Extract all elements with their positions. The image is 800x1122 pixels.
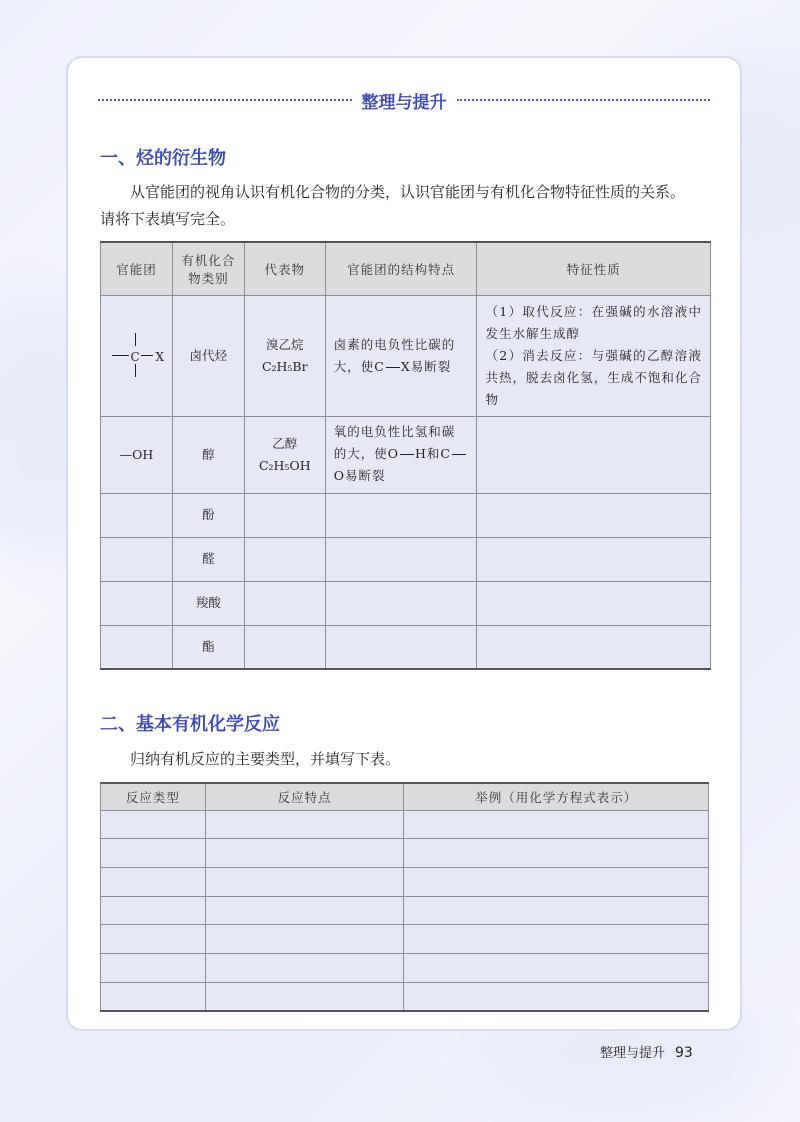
header-dotted-rule-left bbox=[98, 99, 352, 101]
footer-label: 整理与提升 bbox=[600, 1046, 666, 1061]
page-number: 93 bbox=[675, 1045, 693, 1061]
table-row bbox=[101, 493, 711, 537]
property-cell: （1）取代反应：在强碱的水溶液中发生水解生成醇 （2）消去反应：与强碱的乙醇溶液共热，脱去卤化氢，生成不饱和化合物 bbox=[477, 295, 711, 416]
header-cell: 官能团的结构特点 bbox=[325, 242, 477, 295]
table-row bbox=[101, 295, 711, 416]
header-cell: 反应特点 bbox=[205, 783, 404, 810]
class-cell: 醛 bbox=[172, 537, 244, 581]
reactions-table bbox=[100, 782, 709, 1012]
header-cell: 举例（用化学方程式表示） bbox=[404, 783, 709, 810]
functional-group-cell[interactable] bbox=[101, 493, 173, 537]
section1-title: 一、烃的衍生物 bbox=[100, 148, 226, 169]
table-row bbox=[101, 537, 711, 581]
section2-title: 二、基本有机化学反应 bbox=[100, 714, 280, 735]
table-row bbox=[101, 953, 709, 982]
page-header bbox=[98, 88, 710, 112]
functional-group-cell: —OH bbox=[101, 416, 173, 493]
structure-feature-cell: 氧的电负性比氢和碳的大，使O H和CO易断裂 bbox=[325, 416, 477, 493]
haloalkane-structure: C X bbox=[106, 331, 166, 381]
page-footer bbox=[600, 1042, 693, 1061]
header-cell: 官能团 bbox=[101, 242, 173, 295]
table-row bbox=[101, 867, 709, 896]
derivatives-table bbox=[100, 241, 711, 670]
header-cell: 代表物 bbox=[244, 242, 325, 295]
table-row bbox=[101, 839, 709, 868]
class-cell: 卤代烃 bbox=[172, 295, 244, 416]
table-row bbox=[101, 416, 711, 493]
section2-intro: 归纳有机反应的主要类型，并填写下表。 bbox=[130, 750, 401, 768]
class-cell: 羧酸 bbox=[172, 581, 244, 625]
section1-intro bbox=[100, 179, 712, 233]
table-header-row bbox=[101, 783, 709, 810]
table-row bbox=[101, 810, 709, 839]
class-cell: 醇 bbox=[172, 416, 244, 493]
functional-group-cell bbox=[101, 295, 173, 416]
section1-intro-line2: 请将下表填写完全。 bbox=[100, 210, 236, 228]
functional-group-cell[interactable] bbox=[101, 537, 173, 581]
table-row bbox=[101, 896, 709, 925]
header-cell: 特征性质 bbox=[477, 242, 711, 295]
representative-cell: 溴乙烷 C₂H₅Br bbox=[244, 295, 325, 416]
table-header-row bbox=[101, 242, 711, 295]
representative-cell: 乙醇 C₂H₅OH bbox=[244, 416, 325, 493]
table-row bbox=[101, 925, 709, 954]
functional-group-cell[interactable] bbox=[101, 625, 173, 669]
header-dotted-rule-right bbox=[457, 99, 711, 101]
functional-group-cell[interactable] bbox=[101, 581, 173, 625]
table-row bbox=[101, 581, 711, 625]
class-cell: 酯 bbox=[172, 625, 244, 669]
table-row bbox=[101, 625, 711, 669]
property-cell[interactable] bbox=[477, 416, 711, 493]
section1-intro-line1: 从官能团的视角认识有机化合物的分类，认识官能团与有机化合物特征性质的关系。 bbox=[130, 183, 686, 201]
structure-feature-cell: 卤素的电负性比碳的大，使C X易断裂 bbox=[325, 295, 477, 416]
header-cell: 反应类型 bbox=[101, 783, 206, 810]
page-title: 整理与提升 bbox=[361, 92, 447, 113]
header-cell: 有机化合 物类别 bbox=[172, 242, 244, 295]
class-cell: 酚 bbox=[172, 493, 244, 537]
table-row bbox=[101, 982, 709, 1011]
